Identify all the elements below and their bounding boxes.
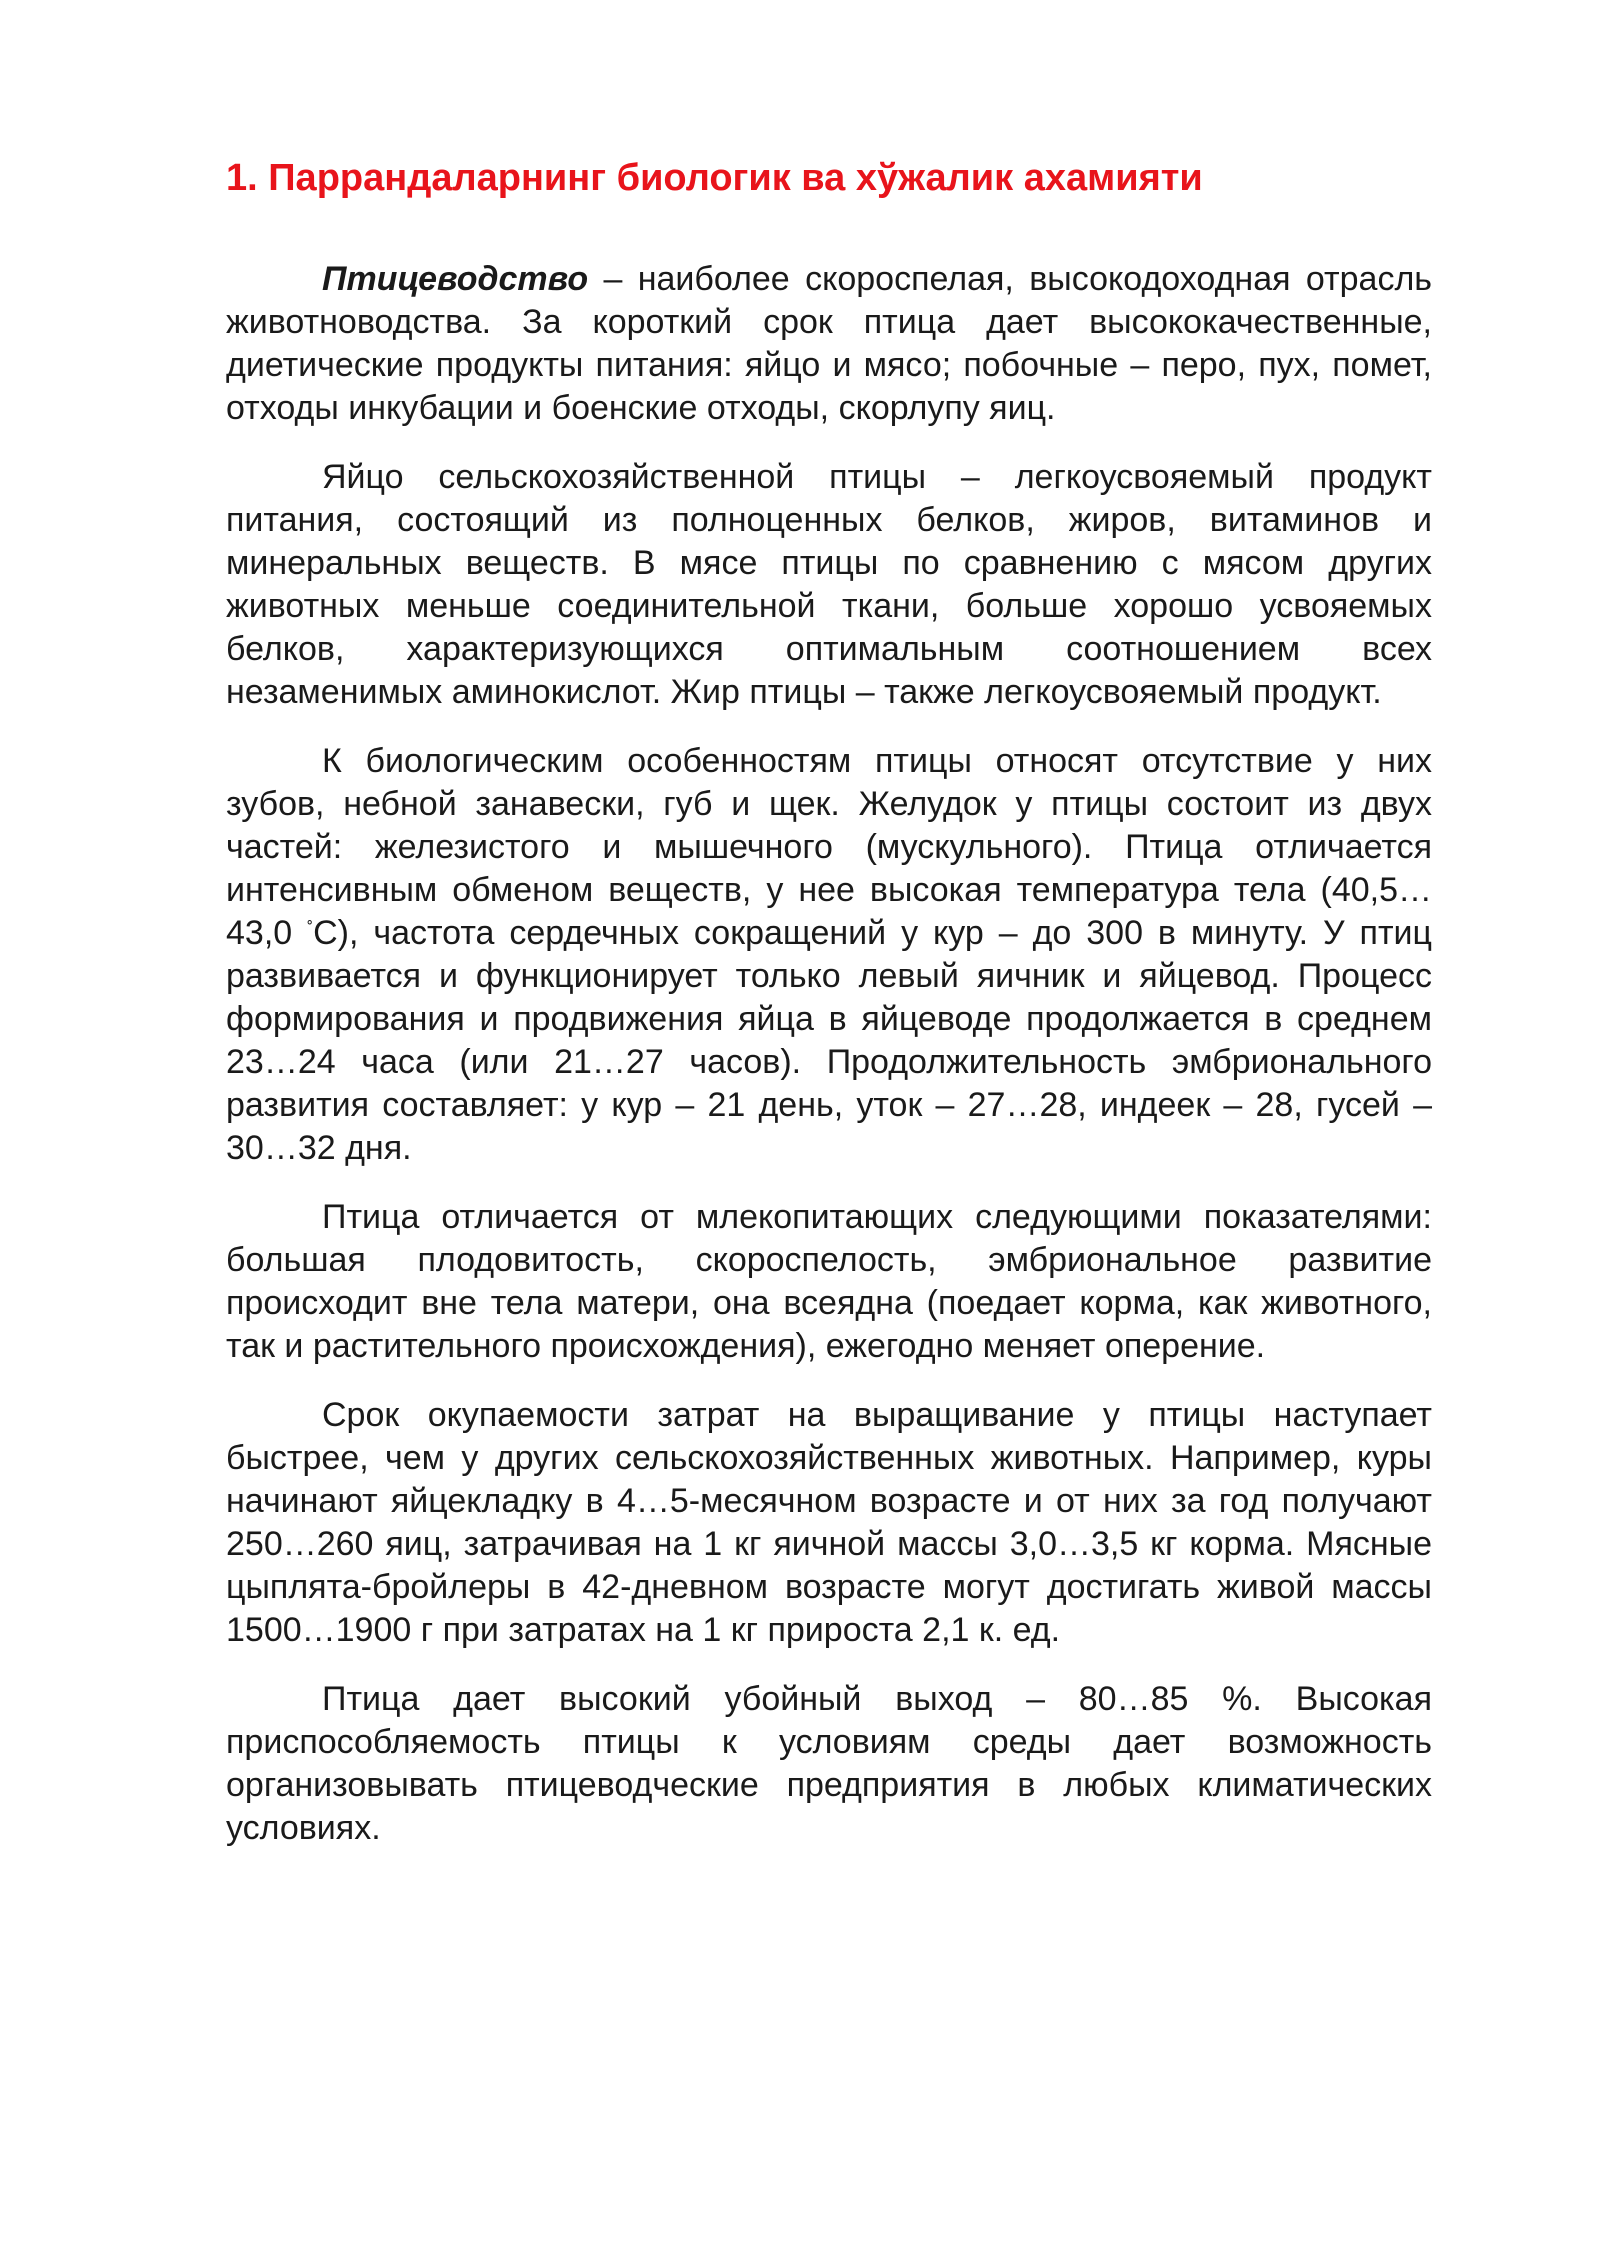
- paragraph-text: С), частота сердечных сокращений у кур – до 300 в минуту. У птиц развивается и функционирует только левый яичник и яйцевод. Процесс формирования и продвижения яйца в яйцеводе продолжается в среднем 23…24 часа (или 21…27 часов). Продолжительность эмбрионального развития составляет: у кур – 21 день, уток – 27…28, индеек – 28, гусей – 30…32 дня.: [226, 914, 1432, 1167]
- document-body: [226, 148, 1432, 1876]
- section-heading: 1. Паррандаларнинг биологик ва хўжалик ахамияти: [226, 157, 1203, 199]
- paragraph-biological-features: [226, 740, 1432, 1170]
- degree-mark: ˚: [307, 919, 314, 939]
- paragraph-differences-from-mammals: Птица отличается от млекопитающих следующими показателями: большая плодовитость, скороспелость, эмбриональное развитие происходит вне тела матери, она всеядна (поедает корма, как животного, так и растительного происхождения), ежегодно меняет оперение.: [226, 1198, 1432, 1365]
- paragraph-text: К биологическим особенностям птицы относят отсутствие у них зубов, небной занавески, губ и щек. Желудок у птицы состоит из двух частей: железистого и мышечного (мускульного). Птица отличается интенсивным обменом веществ, у нее высокая температура тела (40,5…43,0: [226, 742, 1432, 952]
- paragraph-payback-period: Срок окупаемости затрат на выращивание у птицы наступает быстрее, чем у других сельскохозяйственных животных. Например, куры начинают яйцекладку в 4…5-месячном возрасте и от них за год получают 250…260 яиц, затрачивая на 1 кг яичной массы 3,0…3,5 кг корма. Мясные цыплята-бройлеры в 42-дневном возрасте могут достигать живой массы 1500…1900 г при затратах на 1 кг прироста 2,1 к. ед.: [226, 1396, 1432, 1649]
- paragraph-text: – наиболее скороспелая, высокодоходная отрасль животноводства. За короткий срок птица дает высококачественные, диетические продукты питания: яйцо и мясо; побочные – перо, пух, помет, отходы инкубации и боенские отходы, скорлупу яиц.: [226, 260, 1432, 427]
- paragraph-slaughter-yield: Птица дает высокий убойный выход – 80…85 %. Высокая приспособляемость птицы к условиям среды дает возможность организовывать птицеводческие предприятия в любых климатических условиях.: [226, 1680, 1432, 1847]
- paragraph-poultry-farming: [226, 258, 1432, 430]
- paragraph-egg-and-meat: Яйцо сельскохозяйственной птицы – легкоусвояемый продукт питания, состоящий из полноценных белков, жиров, витаминов и минеральных веществ. В мясе птицы по сравнению с мясом других животных меньше соединительной ткани, больше хорошо усвояемых белков, характеризующихся оптимальным соотношением всех незаменимых аминокислот. Жир птицы – также легкоусвояемый продукт.: [226, 458, 1432, 711]
- lead-term: Птицеводство: [322, 260, 589, 298]
